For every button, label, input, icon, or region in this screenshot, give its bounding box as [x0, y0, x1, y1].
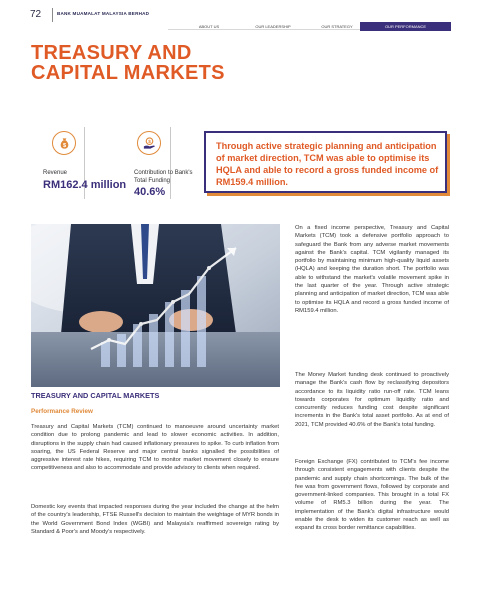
right-paragraph-1: On a fixed income perspective, Treasury and Capital Markets (TCM) took a defensive portfolio approach to safeguard the Bank from any adverse market movements against the Bank's capital. TCM vigilantly managed its portfolio by maintaining minimum high-quality liquid assets (HQLA) and keeping the duration short. The portfolio was able to withstand the market's volatile movement spike in the last quarter of the year. Through active strategic planning and anticipation of market direction, TCM was able to optimise its HQLA and record a gross funded income of RM159.4 million.: [295, 225, 449, 314]
page-title-line-1: TREASURY AND: [31, 42, 192, 64]
header-divider: [52, 8, 53, 22]
highlight-quote: Through active strategic planning and anticipation of market direction, TCM was able to optimise its HQLA and able to record a gross funded income of RM159.4 million.: [216, 141, 439, 187]
kpi-divider-2: [170, 127, 171, 199]
left-paragraph-1: Treasury and Capital Markets (TCM) continued to manoeuvre around uncertainty market condition due to prolong pandemic and lead to slower economic activities. In addition, disruptions in the supply chain had caused inflationary pressures to spike. To curb inflation from soaring, the US Federal Reserve and major central banks signalled the possibilities of aggressive interest rate hikes, requiring TCM to monitor market movement closely to ensure competitiveness and also to accommodate and provide advisory to clients when required.: [31, 424, 279, 472]
business-growth-photo: [31, 224, 280, 387]
nav-our-leadership[interactable]: OUR LEADERSHIP: [255, 24, 291, 29]
nav-our-strategy[interactable]: OUR STRATEGY: [321, 24, 353, 29]
page-header: [0, 0, 480, 30]
kpi-revenue-value: RM162.4 million: [43, 179, 127, 191]
section-subtitle: Performance Review: [31, 408, 93, 415]
right-paragraph-2: The Money Market funding desk continued to proactively manage the Bank's cash flow by reclassifying depositors accordance to its liquidity ratio run-off rate. TCM leans towards corporates for optimum liquidity ratio and concurrently reduces funding cost despite significant increments in the Bank's total asset portfolio. As at end of 2021, TCM provided 40.6% of the Bank's total funding.: [295, 372, 449, 428]
left-paragraph-2: Domestic key events that impacted responses during the year included the change at the helm of the country's leadership, FTSE Russell's decision to maintain the weightage of MYR bonds in the World Government Bond Index (WGBI) and Malaysia's reaffirmed sovereign rating by Standard & Poor's and Moody's respectively.: [31, 504, 279, 535]
page-title-line-2: CAPITAL MARKETS: [31, 62, 225, 84]
section-title: TREASURY AND CAPITAL MARKETS: [31, 391, 160, 400]
page-title: [31, 43, 225, 83]
page-number: 72: [30, 9, 42, 20]
right-paragraph-3: Foreign Exchange (FX) contributed to TCM's fee income through consistent engagements with clients despite the pandemic and supply chain shortcomings. The bulk of the fee was from government flows, followed by corporate and government-linked companies. This brought in a total FX volume of RM5.3 billion during the year. The implementation of the Bank's digital infrastructure would enable the desk to widen its customer reach as well as expand its cross border remittance capabilities.: [295, 459, 449, 532]
organization-name: BANK MUAMALAT MALAYSIA BERHAD: [57, 11, 150, 16]
nav-about-us[interactable]: ABOUT US: [198, 24, 220, 29]
money-bag-icon: [52, 131, 76, 155]
kpi-funding-label: Contribution to Bank's Total Funding: [134, 170, 193, 184]
highlight-quote-box: [204, 131, 447, 193]
nav-our-performance[interactable]: OUR PERFORMANCE: [360, 22, 451, 31]
kpi-revenue-label: Revenue: [43, 170, 68, 176]
kpi-funding-value: 40.6%: [134, 186, 166, 198]
svg-text:$: $: [62, 142, 66, 149]
svg-text:$: $: [147, 138, 151, 144]
hand-coin-icon: [137, 131, 161, 155]
